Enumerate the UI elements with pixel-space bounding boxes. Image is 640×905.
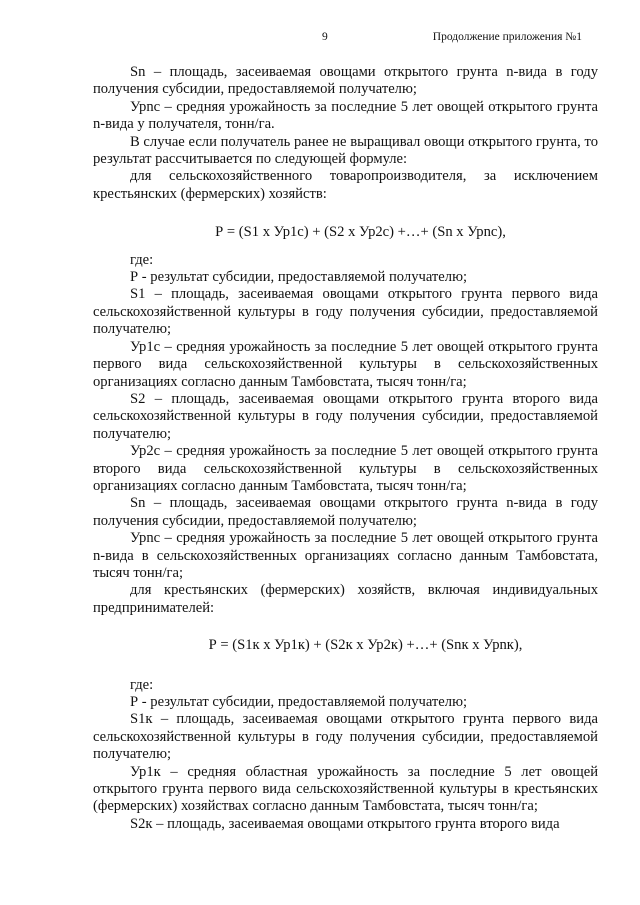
paragraph-s1-area: S1 – площадь, засеиваемая овощами открытого грунта первого вида сельскохозяйственной культуры в году получения субсидии, предоставляемой получателю; [93, 286, 598, 338]
paragraph-p-result-2: Р - результат субсидии, предоставляемой получателю; [130, 694, 468, 710]
where-label-2: где: [130, 676, 154, 693]
paragraph-s1k-area: S1к – площадь, засеиваемая овощами открытого грунта первого вида сельскохозяйственной культуры в году получения субсидии, предоставляемой получателю; [93, 711, 598, 763]
where-label: где: [130, 251, 154, 268]
paragraph-urnc-yield-2: Урnc – средняя урожайность за последние 5 лет овощей открытого грунта n-вида в сельскохозяйственных организациях согласно данным Тамбовстата, тысяч тонн/га; [93, 530, 598, 581]
document-body [93, 64, 598, 833]
paragraph-producers-clause: для сельскохозяйственного товаропроизводителя, за исключением крестьянских (фермерских) хозяйств: [93, 168, 598, 202]
page-header [0, 29, 640, 47]
paragraph-s2k-area: S2к – площадь, засеиваемая овощами открытого грунта второго вида [130, 815, 560, 832]
paragraph-s2-area: S2 – площадь, засеиваемая овощами открытого грунта второго вида сельскохозяйственной культуры в году получения субсидии, предоставляемой получателю; [93, 390, 598, 442]
paragraph-p-result: Р - результат субсидии, предоставляемой получателю; [130, 269, 468, 286]
formula-producers: Р = (S1 х Ур1с) + (S2 х Ур2с) +…+ (Sn х Урnc), [215, 224, 506, 241]
paragraph-sn-area: Sn – площадь, засеиваемая овощами открытого грунта n-вида в году получения субсидии, предоставляемой получателю; [93, 64, 598, 98]
page-number: 9 [322, 31, 328, 43]
formula-farms: Р = (S1к х Ур1к) + (S2к х Ур2к) +…+ (Snк х Урnк), [208, 637, 523, 654]
appendix-continuation-note: Продолжение приложения №1 [432, 31, 582, 43]
paragraph-sn-area-2: Sn – площадь, засеиваемая овощами открытого грунта n-вида в году получения субсидии, предоставляемой получателю; [93, 495, 598, 529]
paragraph-no-prior-growing: В случае если получатель ранее не выращивал овощи открытого грунта, то результат рассчитывается по следующей формуле: [93, 133, 598, 168]
paragraph-ur2c-yield: Ур2с – средняя урожайность за последние 5 лет овощей открытого грунта второго вида сельскохозяйственной культуры в сельскохозяйственных организациях согласно данным Тамбовстата, тысяч тонн/га; [93, 443, 598, 494]
paragraph-ur1k-yield: Ур1к – средняя областная урожайность за последние 5 лет овощей открытого грунта первого вида сельскохозяйственной культуры в крестьянских (фермерских) хозяйствах согласно данным Тамбовстата, тысяч тонн/га; [93, 763, 598, 815]
paragraph-ur1c-yield: Ур1с – средняя урожайность за последние 5 лет овощей открытого грунта первого вида сельскохозяйственной культуры в сельскохозяйственных организациях согласно данным Тамбовстата, тысяч тонн/га; [93, 338, 598, 390]
paragraph-urnc-yield: Урnc – средняя урожайность за последние 5 лет овощей открытого грунта n-вида у получателя, тонн/га. [93, 98, 598, 133]
paragraph-farms-clause: для крестьянских (фермерских) хозяйств, включая индивидуальных предпринимателей: [93, 582, 598, 616]
